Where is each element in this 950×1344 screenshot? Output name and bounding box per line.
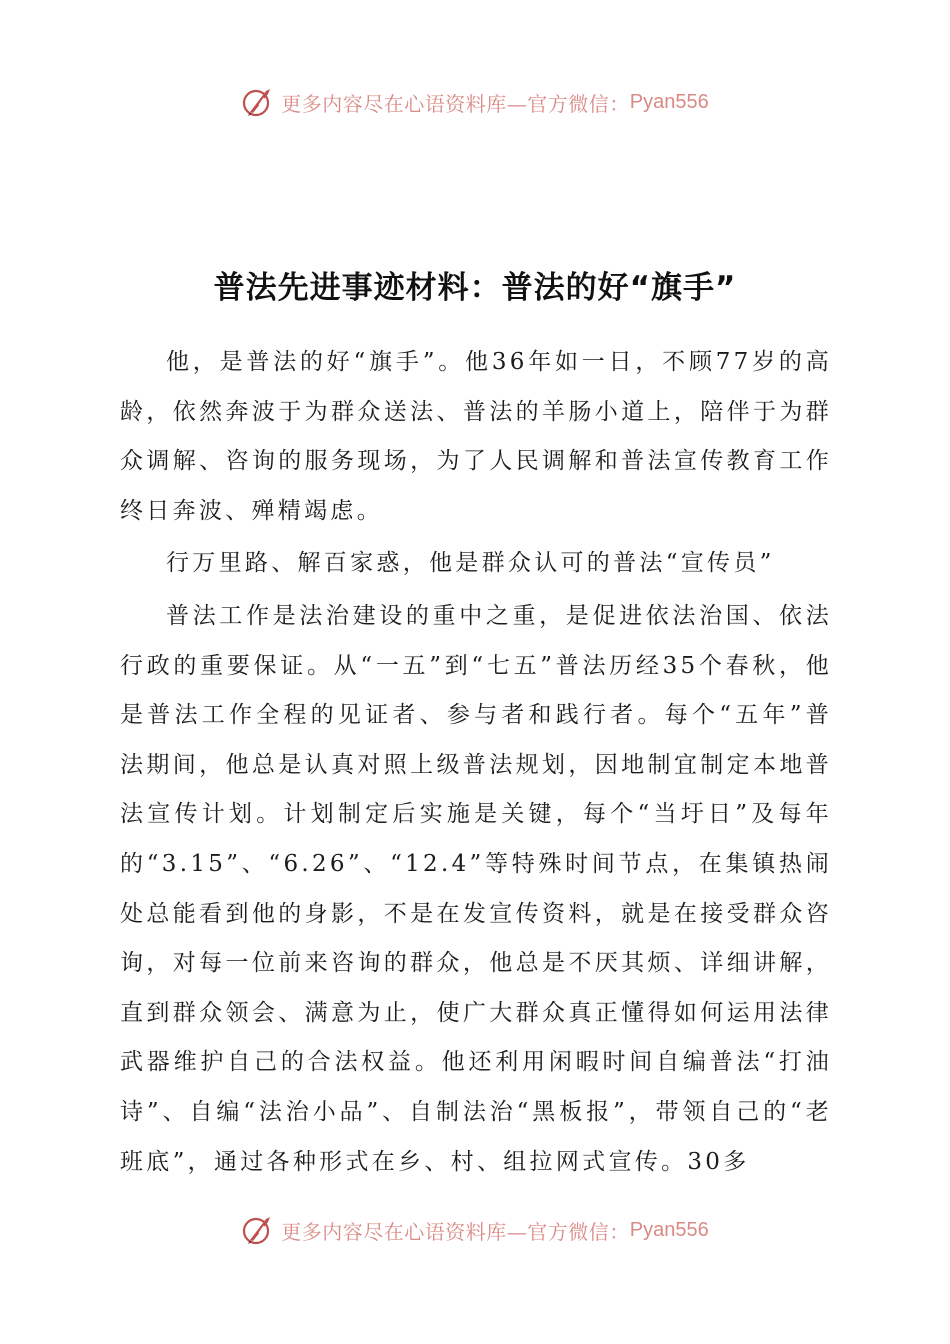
footer-watermark [0,1210,950,1250]
quill-pen-circle-icon [241,85,275,119]
document-body [120,338,832,1190]
watermark-wechat-id: Pyan556 [629,1218,709,1241]
watermark-wechat-id: Pyan556 [629,90,709,113]
quill-pen-circle-icon [241,1213,275,1247]
watermark-text: 更多内容尽在心语资料库—官方微信： [281,91,630,116]
watermark-text: 更多内容尽在心语资料库—官方微信： [281,1219,630,1244]
document-title: 普法先进事迹材料：普法的好“旗手” [213,270,737,306]
paragraph-subheading: 行万里路、解百家惑，他是群众认可的普法“宣传员” [166,550,775,577]
header-watermark [0,82,950,122]
paragraph-main: 普法工作是法治建设的重中之重，是促进依法治国、依法行政的重要保证。从“一五”到“七五”普法历经35个春秋，他是普法工作全程的见证者、参与者和践行者。每个“五年”普法期间，他总是认真对照上级普法规划，因地制宜制定本地普法宣传计划。计划制定后实施是关键，每个“当圩日”及每年的“3.15”、“6.26”、“12.4”等特殊时间节点，在集镇热闹处总能看到他的身影，不是在发宣传资料，就是在接受群众咨询，对每一位前来咨询的群众，他总是不厌其烦、详细讲解，直到群众领会、满意为止，使广大群众真正懂得如何运用法律武器维护自己的合法权益。他还利用闲暇时间自编普法“打油诗”、自编“法治小品”、自制法治“黑板报”，带领自己的“老班底”，通过各种形式在乡、村、组拉网式宣传。30多 [120,602,832,1175]
paragraph-intro: 他，是普法的好“旗手”。他36年如一日，不顾77岁的高龄，依然奔波于为群众送法、普法的羊肠小道上，陪伴于为群众调解、咨询的服务现场，为了人民调解和普法宣传教育工作终日奔波、殚精竭虑。 [120,349,832,524]
